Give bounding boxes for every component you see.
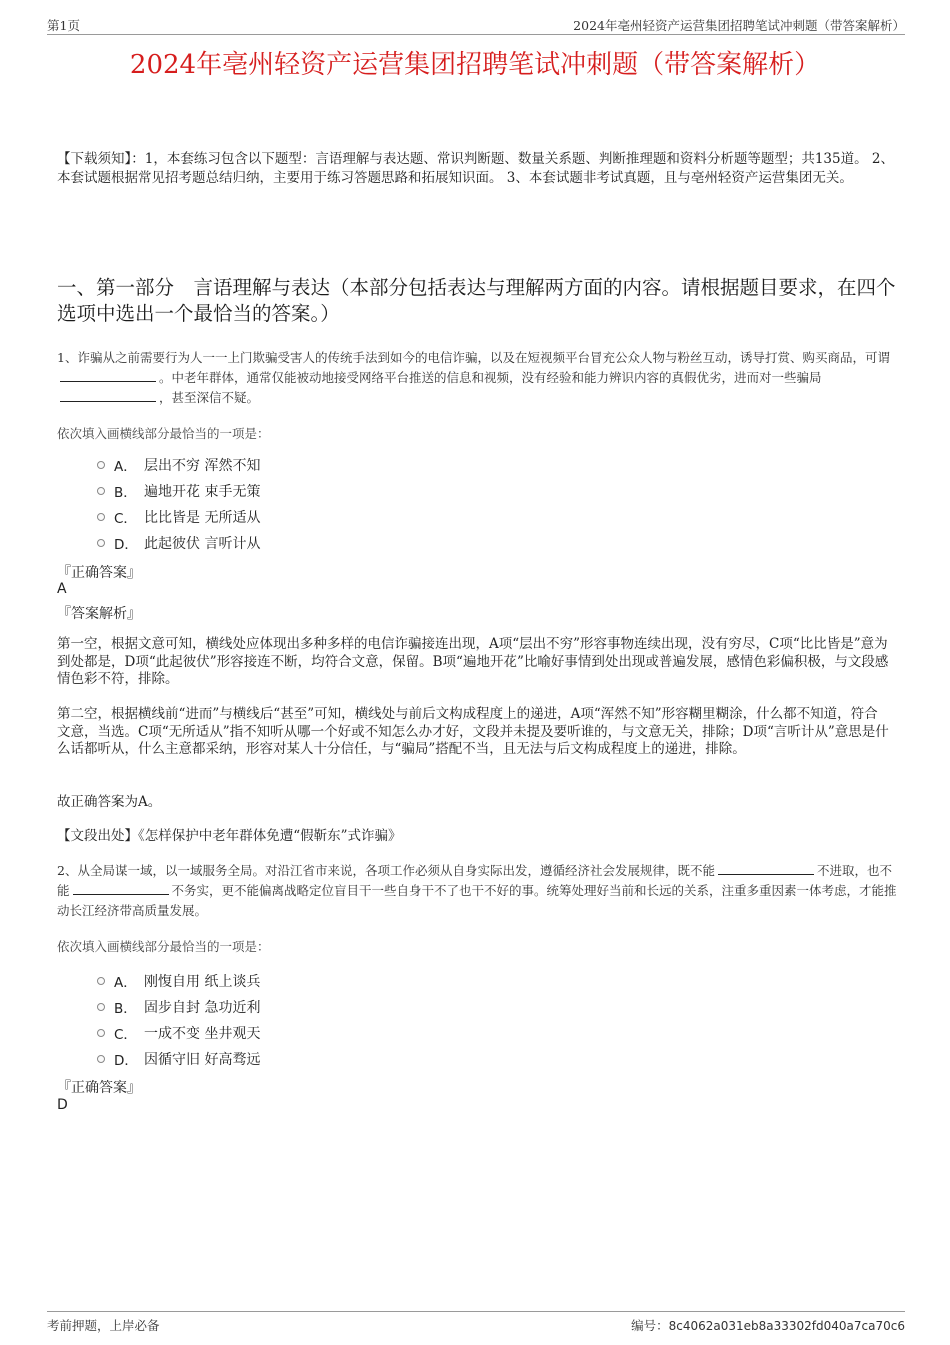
fill-blank — [718, 862, 814, 875]
fill-blank — [60, 389, 156, 402]
document-title: 2024年亳州轻资产运营集团招聘笔试冲刺题（带答案解析） — [129, 50, 821, 80]
question-1-prompt: 依次填入画横线部分最恰当的一项是： — [57, 426, 270, 441]
option-a[interactable]: A． 层出不穷 浑然不知 — [97, 452, 497, 478]
question-2-prompt: 依次填入画横线部分最恰当的一项是： — [57, 939, 270, 954]
answer-label: 『正确答案』 — [57, 1080, 141, 1096]
document-code: 编号：8c4062a031eb8a33302fd040a7ca70c6 — [631, 1318, 905, 1333]
question-1-text: 1、诈骗从之前需要行为人一一上门欺骗受害人的传统手法到如今的电信诈骗，以及在短视频平台冒充公众人物与粉丝互动，诱导打赏、购买商品，可谓。中老年群体，通常仅能被动地接受网络平台推送的信息和视频，没有经验和能力辨识内容的真假优劣，进而对一些骗局，甚至深信不疑。 — [57, 350, 890, 405]
radio-icon[interactable] — [97, 977, 105, 985]
header-doc-title: 2024年亳州轻资产运营集团招聘笔试冲刺题（带答案解析） — [573, 18, 905, 33]
radio-icon[interactable] — [97, 539, 105, 547]
option-b[interactable]: B． 遍地开花 束手无策 — [97, 478, 497, 504]
analysis-conclusion: 故正确答案为A。 — [57, 794, 162, 810]
analysis-label: 『答案解析』 — [57, 606, 141, 622]
analysis-paragraph-2: 第二空，根据横线前“进而”与横线后“甚至”可知，横线处与前后文构成程度上的递进，A项“浑然不知”形容糊里糊涂，什么都不知道，符合文意，当选。C项“无所适从”指不知听从哪一个好或不知怎么办才好，文段并未提及要听谁的，与文意无关，排除；D项“言听计从”意思是什么话都听从，什么主意都采纳，形容对某人十分信任，与“骗局”搭配不当，且无法与后文构成程度上的递进，排除。 — [57, 706, 889, 757]
option-c[interactable]: C． 一成不变 坐井观天 — [97, 1020, 497, 1046]
question-2-options — [97, 968, 497, 1072]
option-c[interactable]: C． 比比皆是 无所适从 — [97, 504, 497, 530]
option-a[interactable]: A． 刚愎自用 纸上谈兵 — [97, 968, 497, 994]
radio-icon[interactable] — [97, 513, 105, 521]
radio-icon[interactable] — [97, 461, 105, 469]
fill-blank — [60, 369, 156, 382]
radio-icon[interactable] — [97, 1055, 105, 1063]
page-footer — [47, 1311, 905, 1334]
page-number: 第1页 — [47, 18, 80, 33]
page-header — [47, 14, 905, 35]
option-d[interactable]: D． 因循守旧 好高骛远 — [97, 1046, 497, 1072]
footer-slogan: 考前押题，上岸必备 — [47, 1318, 160, 1333]
download-notice: 【下载须知】：1，本套练习包含以下题型：言语理解与表达题、常识判断题、数量关系题、判断推理题和资料分析题等题型；共135道。 2、本套试题根据常见招考题总结归纳，主要用于练习答题思路和拓展知识面。 3、本套试题非考试真题，且与亳州轻资产运营集团无关。 — [57, 151, 894, 186]
answer-value: D — [57, 1097, 68, 1113]
radio-icon[interactable] — [97, 1003, 105, 1011]
radio-icon[interactable] — [97, 1029, 105, 1037]
radio-icon[interactable] — [97, 487, 105, 495]
section-heading: 一、第一部分 言语理解与表达（本部分包括表达与理解两方面的内容。请根据题目要求，在四个选项中选出一个最恰当的答案。） — [57, 276, 896, 325]
passage-source: 【文段出处】《怎样保护中老年群体免遭“假靳东”式诈骗》 — [57, 828, 402, 844]
fill-blank — [73, 882, 169, 895]
answer-value: A — [57, 581, 67, 597]
question-1-options — [97, 452, 497, 556]
answer-label: 『正确答案』 — [57, 565, 141, 581]
question-2-text: 2、从全局谋一域，以一域服务全局。对沿江省市来说，各项工作必须从自身实际出发，遵循经济社会发展规律，既不能 不进取，也不能 不务实，更不能偏离战略定位盲目干一些自身干不了也干不好的事。统筹处理好当前和长远的关系，注重多重因素一体考虑，才能推动长江经济带高质量发展。 — [57, 863, 897, 918]
option-b[interactable]: B． 固步自封 急功近利 — [97, 994, 497, 1020]
analysis-paragraph-1: 第一空，根据文意可知，横线处应体现出多种多样的电信诈骗接连出现，A项“层出不穷”形容事物连续出现，没有穷尽，C项“比比皆是”意为到处都是，D项“此起彼伏”形容接连不断，均符合文意，保留。B项“遍地开花”比喻好事情到处出现或普遍发展，感情色彩偏积极，与文段感情色彩不符，排除。 — [57, 636, 889, 687]
option-d[interactable]: D． 此起彼伏 言听计从 — [97, 530, 497, 556]
